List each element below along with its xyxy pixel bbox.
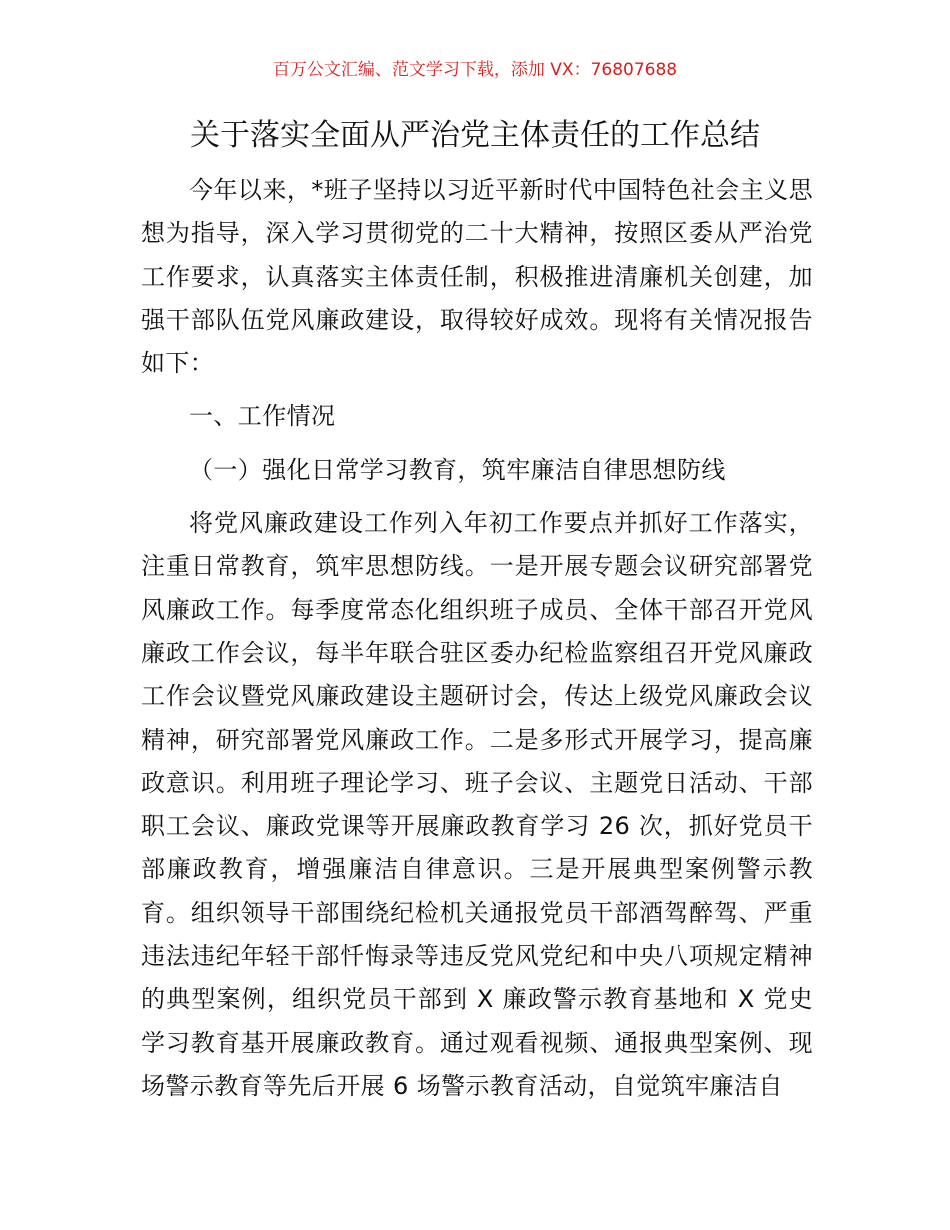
document-body <box>141 169 813 1108</box>
watermark-banner: 百万公文汇编、范文学习下载，添加 VX：76807688 <box>272 60 678 80</box>
document-title: 关于落实全面从严治党主体责任的工作总结 <box>190 118 760 153</box>
section-heading: 一、工作情况 <box>189 402 336 431</box>
body-paragraph: 将党风廉政建设工作列入年初工作要点并抓好工作落实，注重日常教育，筑牢思想防线。一是开展专题会议研究部署党风廉政工作。每季度常态化组织班子成员、全体干部召开党风廉政工作会议，每半年联合驻区委办纪检监察组召开党风廉政工作会议暨党风廉政建设主题研讨会，传达上级党风廉政会议精神，研究部署党风廉政工作。二是多形式开展学习，提高廉政意识。利用班子理论学习、班子会议、主题党日活动、干部职工会议、廉政党课等开展廉政教育学习 26 次，抓好党员干部廉政教育，增强廉洁自律意识。三是开展典型案例警示教育。组织领导干部围绕纪检机关通报党员干部酒驾醉驾、严重违法违纪年轻干部忏悔录等违反党风党纪和中央八项规定精神的典型案例，组织党员干部到 X 廉政警示教育基地和 X 党史学习教育基开展廉政教育。通过观看视频、通报典型案例、现场警示教育等先后开展 6 场警示教育活动，自觉筑牢廉洁自 <box>141 509 813 1100</box>
intro-paragraph: 今年以来，*班子坚持以习近平新时代中国特色社会主义思想为指导，深入学习贯彻党的二十大精神，按照区委从严治党工作要求，认真落实主体责任制，积极推进清廉机关创建，加强干部队伍党风廉政建设，取得较好成效。现将有关情况报告如下： <box>141 176 813 378</box>
subsection-heading: （一）强化日常学习教育，筑牢廉洁自律思想防线 <box>189 455 726 484</box>
